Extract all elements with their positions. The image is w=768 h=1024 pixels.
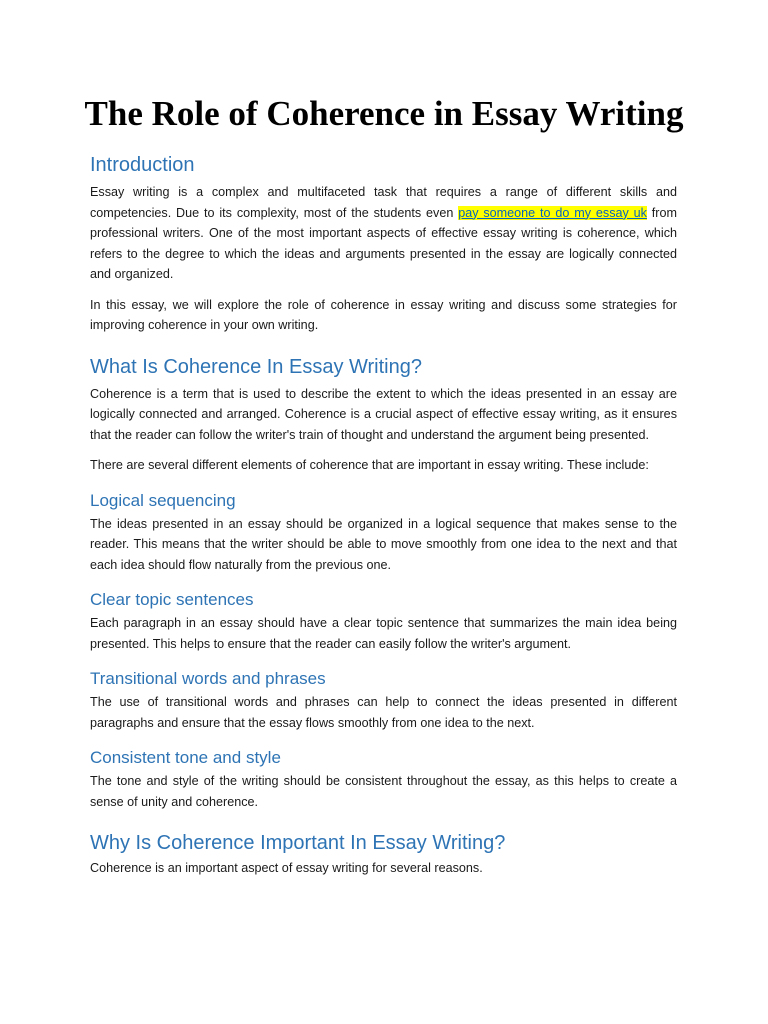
subheading-logical-sequencing: Logical sequencing [90, 490, 236, 510]
essay-service-link[interactable]: pay someone to do my essay uk [458, 205, 647, 220]
section-heading-why-important: Why Is Coherence Important In Essay Writing? [90, 832, 506, 854]
subheading-clear-topic-sentences: Clear topic sentences [90, 590, 254, 609]
subheading-transitional-words: Transitional words and phrases [90, 669, 326, 688]
intro-paragraph-1-start: Essay writing is a complex and multifaceted task that requires a range of different skills and competencies. Due to its complexity, most of the students even [90, 185, 677, 220]
what-paragraph-1: Coherence is a term that is used to describe the extent to which the ideas presented in an essay are logically connected and arranged. Coherence is a crucial aspect of effective essay writing, as it ensures that the reader can follow the writer's train of thought and understand the argument being presented. [90, 386, 677, 442]
intro-paragraph-2: In this essay, we will explore the role of coherence in essay writing and discuss some strategies for improving coherence in your own writing. [90, 297, 677, 332]
section-heading-what-is-coherence: What Is Coherence In Essay Writing? [90, 355, 422, 378]
transitional-words-text: The use of transitional words and phrases can help to connect the ideas presented in different paragraphs and ensure that the essay flows smoothly from one idea to the next. [90, 695, 677, 730]
intro-paragraph-1 [90, 182, 677, 285]
consistent-tone-text: The tone and style of the writing should be consistent throughout the essay, as this helps to create a sense of unity and coherence. [90, 774, 677, 809]
clear-topic-sentences-text: Each paragraph in an essay should have a clear topic sentence that summarizes the main idea being presented. This helps to ensure that the reader can easily follow the writer's argument. [90, 616, 677, 651]
document-body [90, 150, 677, 879]
intro-paragraph-1-end: from professional writers. One of the most important aspects of effective essay writing is coherence, which refers to the degree to which the ideas and arguments presented in the essay are logically connected and organized. [90, 205, 677, 281]
subheading-consistent-tone: Consistent tone and style [90, 748, 281, 767]
why-paragraph-1: Coherence is an important aspect of essay writing for several reasons. [90, 861, 483, 875]
section-heading-introduction: Introduction [90, 154, 195, 176]
what-paragraph-2: There are several different elements of coherence that are important in essay writing. These include: [90, 458, 649, 472]
logical-sequencing-text: The ideas presented in an essay should be organized in a logical sequence that makes sense to the reader. This means that the writer should be able to move smoothly from one idea to the next and that each idea should flow naturally from the previous one. [90, 516, 677, 572]
document-title: The Role of Coherence in Essay Writing [84, 94, 684, 133]
